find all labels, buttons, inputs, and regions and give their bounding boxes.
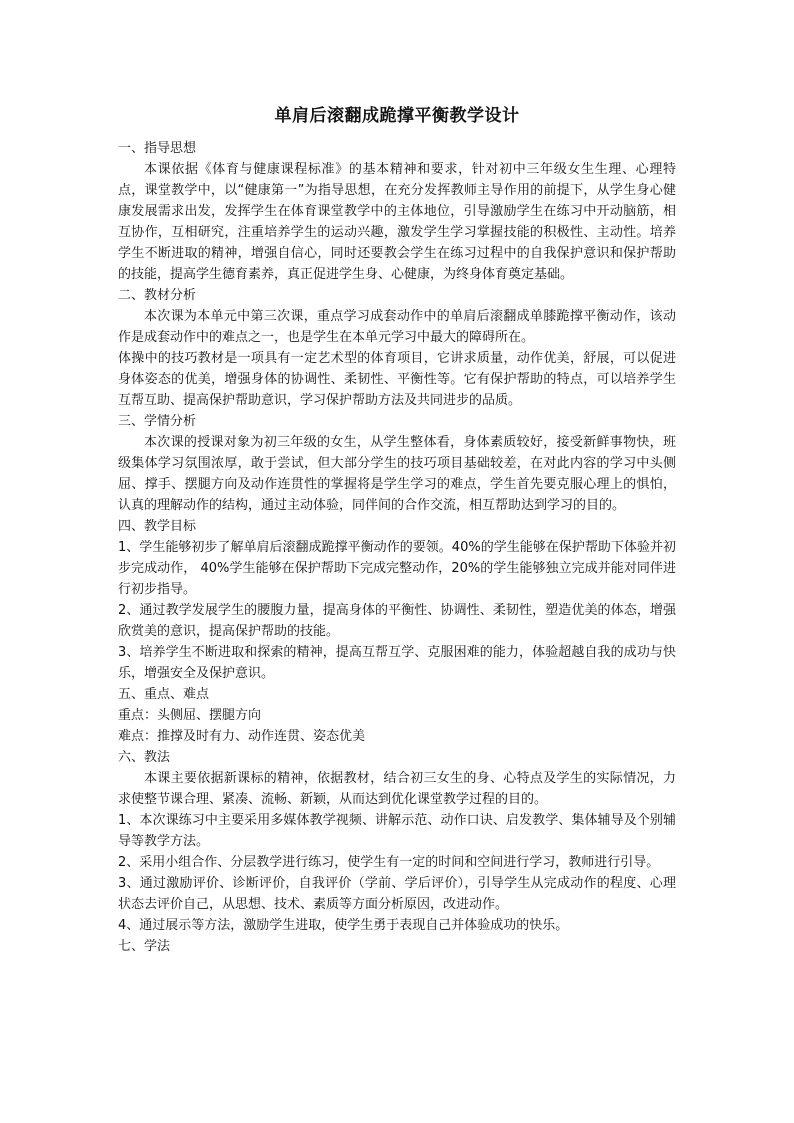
section-heading: 二、教材分析 bbox=[118, 288, 197, 303]
section-material-analysis bbox=[118, 285, 676, 411]
difficulty-point: 难点：推撑及时有力、动作连贯、姿态优美 bbox=[118, 729, 366, 744]
paragraph: 本课主要依据新课标的精神，依据教材，结合初三女生的身、心特点及学生的实际情况，力求使整节课合理、紧凑、流畅、新颖，从而达到优化课堂教学过程的目的。 bbox=[118, 771, 676, 807]
section-heading: 四、教学目标 bbox=[118, 519, 197, 534]
document-title: 单肩后滚翻成跪撑平衡教学设计 bbox=[274, 106, 520, 126]
method-item: 1、本次课练习中主要采用多媒体教学视频、讲解示范、动作口诀、启发教学、集体辅导及个别辅导等教学方法。 bbox=[118, 813, 676, 849]
paragraph: 体操中的技巧教材是一项具有一定艺术型的体育项目，它讲求质量，动作优美，舒展，可以促进身体姿态的优美，增强身体的协调性、柔韧性、平衡性等。它有保护帮助的特点，可以培养学生互帮互助、提高保护帮助意识，学习保护帮助方法及共同进步的品质。 bbox=[118, 351, 676, 408]
section-heading: 六、教法 bbox=[118, 750, 171, 765]
section-heading: 七、学法 bbox=[118, 939, 171, 954]
method-item: 2、采用小组合作、分层教学进行练习，使学生有一定的时间和空间进行学习，教师进行引导。 bbox=[118, 855, 660, 870]
section-key-points bbox=[118, 684, 676, 747]
paragraph: 本次课为本单元中第三次课，重点学习成套动作中的单肩后滚翻成单膝跪撑平衡动作，该动作是成套动作中的难点之一，也是学生在本单元学习中最大的障碍所在。 bbox=[118, 309, 676, 345]
goal-item: 3、培养学生不断进取和探索的精神，提高互帮互学、克服困难的能力，体验超越自我的成功与快乐，增强安全及保护意识。 bbox=[118, 645, 676, 681]
document-page bbox=[118, 104, 676, 957]
section-student-analysis bbox=[118, 411, 676, 516]
goal-item: 1、学生能够初步了解单肩后滚翻成跪撑平衡动作的要领。40%的学生能够在保护帮助下体验并初步完成动作， 40%学生能够在保护帮助下完成完整动作，20%的学生能够独立完成并能对同伴进行初步指导。 bbox=[118, 540, 676, 597]
key-point: 重点：头侧屈、摆腿方向 bbox=[118, 708, 262, 723]
section-guiding-ideology bbox=[118, 138, 676, 285]
method-item: 3、通过激励评价、诊断评价，自我评价（学前、学后评价），引导学生从完成动作的程度、心理状态去评价自己，从思想、技术、素质等方面分析原因，改进动作。 bbox=[118, 876, 676, 912]
goal-item: 2、通过教学发展学生的腰腹力量，提高身体的平衡性、协调性、柔韧性，塑造优美的体态，增强欣赏美的意识，提高保护帮助的技能。 bbox=[118, 603, 676, 639]
paragraph: 本课依据《体育与健康课程标准》的基本精神和要求，针对初中三年级女生生理、心理特点，课堂教学中，以“健康第一”为指导思想，在充分发挥教师主导作用的前提下，从学生身心健康发展需求出发，发挥学生在体育课堂教学中的主体地位，引导激励学生在练习中开动脑筋，相互协作，互相研究，注重培养学生的运动兴趣，激发学生学习掌握技能的积极性、主动性。培养学生不断进取的精神，增强自信心，同时还要教会学生在练习过程中的自我保护意识和保护帮助的技能，提高学生德育素养，真正促进学生身、心健康，为终身体育奠定基础。 bbox=[118, 162, 676, 282]
section-teaching-methods bbox=[118, 747, 676, 936]
section-learning-methods bbox=[118, 936, 676, 957]
section-heading: 三、学情分析 bbox=[118, 414, 197, 429]
paragraph: 本次课的授课对象为初三年级的女生，从学生整体看，身体素质较好，接受新鲜事物快，班级集体学习氛围浓厚，敢于尝试，但大部分学生的技巧项目基础较差，在对此内容的学习中头侧屈、撑手、摆腿方向及动作连贯性的掌握将是学生学习的难点，学生首先要克服心理上的惧怕，认真的理解动作的结构，通过主动体验，同伴间的合作交流，相互帮助达到学习的目的。 bbox=[118, 435, 676, 513]
section-heading: 一、指导思想 bbox=[118, 141, 197, 156]
method-item: 4、通过展示等方法，激励学生进取，使学生勇于表现自己并体验成功的快乐。 bbox=[118, 918, 569, 933]
section-teaching-goals bbox=[118, 516, 676, 684]
section-heading: 五、重点、难点 bbox=[118, 687, 210, 702]
